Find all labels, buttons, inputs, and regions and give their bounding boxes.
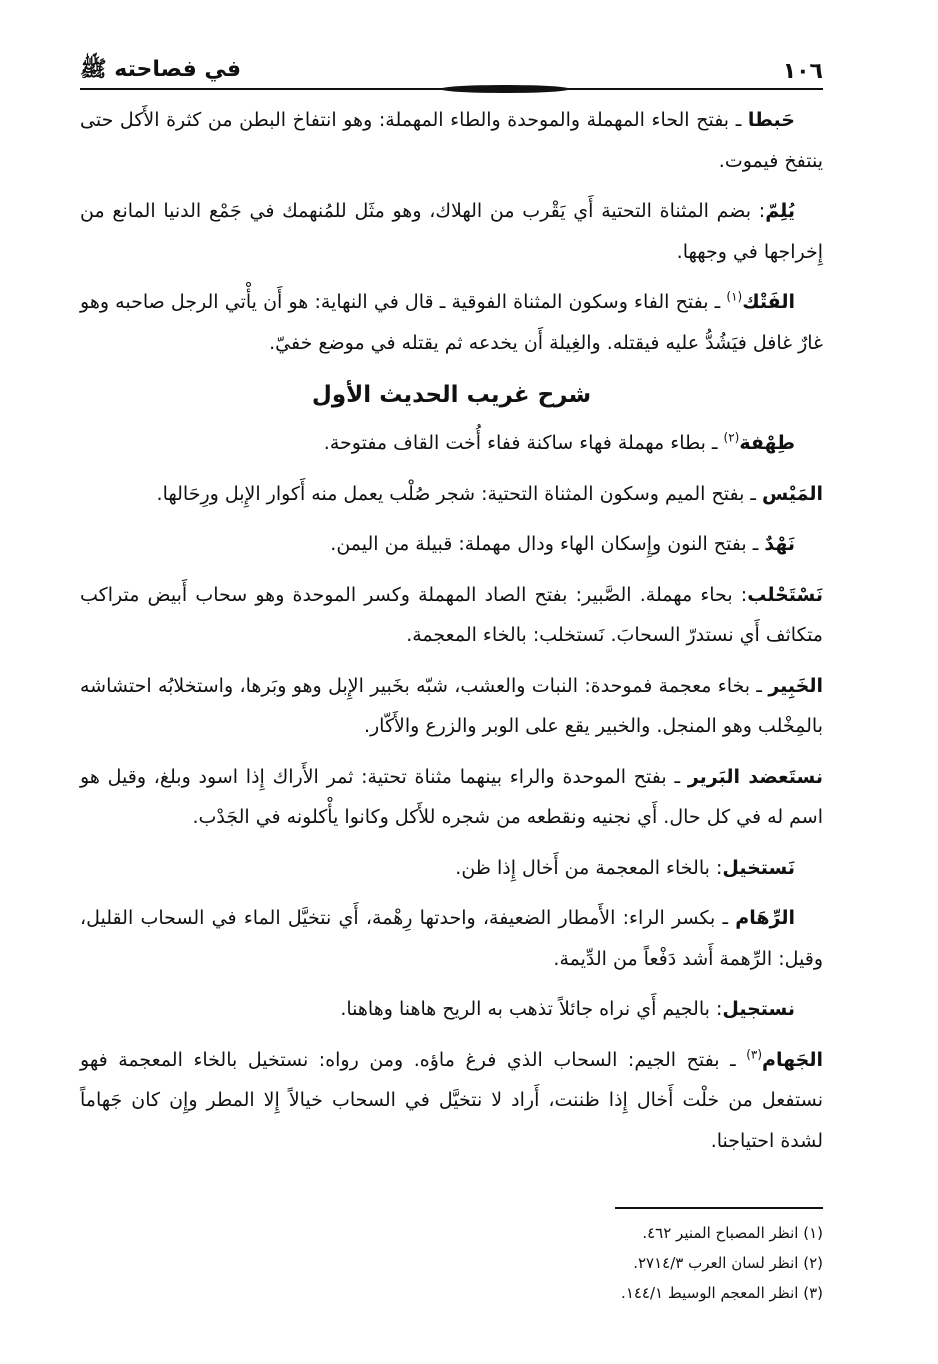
- footnote-ref: (٣): [746, 1047, 763, 1062]
- paragraph-mays: [80, 474, 823, 515]
- paragraph-tihfa: [80, 423, 823, 464]
- term: الرِّهَام: [735, 907, 795, 929]
- definition: : بالخاء المعجمة من أَخال إِذا ظن.: [455, 856, 723, 879]
- section-heading: شرح غريب الحديث الأول: [311, 382, 592, 408]
- definition: ـ بخاء معجمة فموحدة: النبات والعشب، شبّه بخَبير الإِبل وهو وبَرها، واستخلابُه احتشاشه بالمِخْلب وهو المنجل. والخبير يقع على الوبر والزرع والأَكّار.: [80, 674, 823, 737]
- paragraph-yulim: [80, 191, 823, 272]
- term: الفَتْك: [742, 291, 795, 313]
- definition: ـ بفتح الموحدة والراء بينهما مثناة تحتية: ثمر الأَراك إِذا اسود وبلغ، وقيل هو اسم له في كل حال. أَي نجنيه ونقطعه من شجره للأَكل وكانوا يأْكلونه في الجَدْب.: [80, 765, 823, 828]
- paragraph-habata: [80, 100, 823, 181]
- term: يُلِمّ: [765, 200, 795, 222]
- definition: ـ بفتح الميم وسكون المثناة التحتية: شجر صُلْب يعمل منه أَكوار الإِبل ورِحَالها.: [156, 482, 762, 505]
- running-title: في فصاحته ﷺ: [80, 57, 242, 82]
- page-body: [80, 100, 823, 1171]
- term: نستجيل: [722, 998, 795, 1020]
- term: نستَعضد البَرير: [687, 765, 823, 788]
- term: الجَهام: [762, 1048, 823, 1071]
- paragraph-jaham: [80, 1040, 823, 1162]
- definition: ـ بفتح الجيم: السحاب الذي فرغ ماؤه. ومن رواه: نستخيل بالخاء المعجمة فهو نستفعل من خلْت أَخال إِذا ظننت، أَراد لا نتخيَّل في السحاب خيالاً إِلا المطر وإِن كان جَهاماً لشدة احتياجنا.: [80, 1048, 823, 1152]
- paragraph-nastajil: [80, 989, 823, 1030]
- paragraph-fatk: [80, 282, 823, 363]
- definition: : بالجيم أَي نراه جائلاً تذهب به الريح هاهنا وهاهنا.: [340, 998, 723, 1020]
- footnote-2: (٢) انظر لسان العرب ٢٧١٤/٣.: [633, 1254, 823, 1272]
- definition: ـ بكسر الراء: الأَمطار الضعيفة، واحدتها رِهْمة، أَي نتخيَّل الماء في السحاب القليل، وقيل: الرِّهمة أَشد دَفْعاً من الدِّيمة.: [80, 907, 823, 970]
- page-number: ١٠٦: [782, 58, 823, 84]
- term: نَسْتَحْلب: [747, 583, 823, 606]
- paragraph-nahd: [80, 524, 823, 565]
- definition: ـ بطاء مهملة فهاء ساكنة ففاء أُخت القاف مفتوحة.: [323, 432, 724, 454]
- paragraph-nastahlib: [80, 575, 823, 656]
- term: طِهْفة: [739, 432, 795, 454]
- term: حَبطا: [747, 109, 795, 131]
- definition: ـ بفتح النون وإِسكان الهاء ودال مهملة: قبيلة من اليمن.: [330, 533, 765, 555]
- paragraph-khabir: [80, 666, 823, 747]
- definition: ـ بفتح الحاء المهملة والموحدة والطاء المهملة: وهو انتفاخ البطن من كثرة الأَكل حتى ينتفخ فيموت.: [80, 109, 823, 172]
- footnote-1: (١) انظر المصباح المنير ٤٦٢.: [642, 1224, 823, 1242]
- term: نَستخيل: [722, 856, 795, 879]
- definition: ـ بفتح الفاء وسكون المثناة الفوقية ـ قال في النهاية: هو أَن يأْتي الرجل صاحبه وهو غارٌ غافل فيَشُدُّ عليه فيقتله. والغِيلة أَن يخدعه ثم يقتله في موضع خفيّ.: [80, 291, 823, 354]
- header-rule: [80, 88, 823, 90]
- paragraph-nastakhil: [80, 848, 823, 889]
- footnote-ref: (١): [726, 289, 743, 304]
- footnote-ref: (٢): [723, 430, 740, 445]
- term: نَهْدٌ: [764, 533, 795, 555]
- term: الخَبِير: [768, 674, 823, 697]
- footnote-3: (٣) انظر المعجم الوسيط ١٤٤/١.: [621, 1284, 823, 1302]
- paragraph-riham: [80, 898, 823, 979]
- page-header: [80, 52, 823, 90]
- definition: : بحاء مهملة. الصَّبير: بفتح الصاد المهملة وكسر الموحدة وهو سحاب أَبيض متراكب متكاثف أَي نستدرّ السحابَ. نَستخلب: بالخاء المعجمة.: [80, 583, 823, 646]
- paragraph-barir: [80, 757, 823, 838]
- footnote-rule: [615, 1207, 823, 1209]
- definition: : بضم المثناة التحتية أَي يَقْرب من الهلاك، وهو مثَل للمُنهمك في جَمْع الدنيا المانع من إِخراجها في وجهها.: [80, 200, 823, 263]
- term: المَيْس: [762, 482, 823, 505]
- header-rule-ornament: [440, 85, 570, 93]
- footnotes: [323, 1218, 823, 1308]
